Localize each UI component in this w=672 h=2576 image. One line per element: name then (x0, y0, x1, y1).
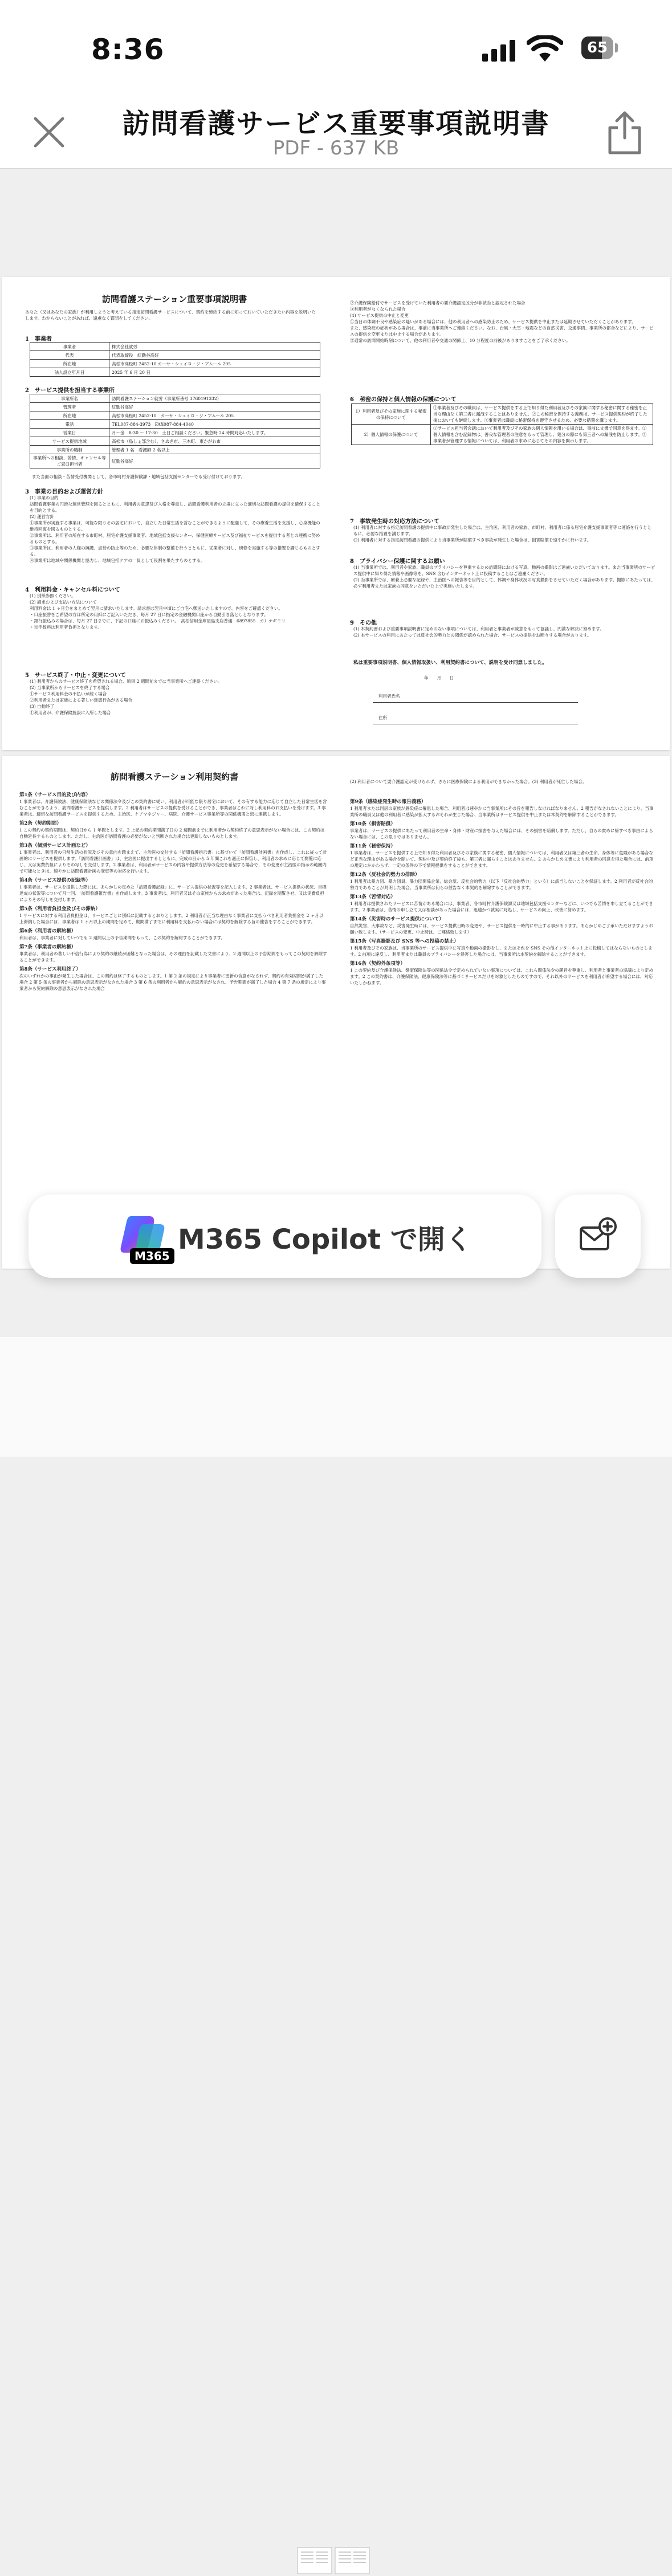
table-key: 管理者 (30, 403, 109, 411)
article-heading: 第7条（事業者の解約権） (19, 944, 76, 950)
table-row (30, 429, 320, 437)
article-heading: 第14条（災害時のサービス提供について） (350, 916, 444, 922)
table-value: 2025 年 6 月 20 日 (109, 368, 320, 377)
article-heading: 第10条（損害賠償） (350, 821, 396, 827)
table-key: 事業者 (30, 343, 109, 351)
section-3-heading: 3 事業の目的および運営方針 (25, 489, 103, 495)
open-in-copilot-label: M365 Copilot で開く (178, 1224, 473, 1256)
article-heading: 第1条（サービス目的及び内容） (19, 792, 91, 798)
article-body: 利用者は、事業者に対していつでも 2 週間以上の予告期間をもって、この契約を解約することができます。 (19, 935, 226, 940)
table-key: 事業所の職制 (30, 446, 109, 454)
paragraph: ②通常の訪問開始時刻について、他の利用者や交通の関係上、10 分程度の前後がありますことをご了承ください。 (350, 338, 571, 343)
article-heading: 第13条（苦情対応） (350, 894, 396, 900)
document-subtitle: PDF - 637 KB (272, 137, 400, 160)
table-key: サービス提供地域 (30, 437, 109, 446)
article-heading: 第15条（写真撮影及び SNS 等への投稿の禁止） (350, 939, 459, 944)
table-row (352, 425, 653, 445)
table-row (30, 343, 320, 351)
table-row (352, 404, 653, 425)
article-heading: 第4条（サービス提供の記録等） (19, 878, 91, 883)
article-heading: 第5条（利用者負担金及びその滞納） (19, 906, 100, 912)
consent-text: 私は重要事項説明書、個人情報取扱い、利用契約書について、説明を受け同意しました。 (353, 660, 547, 666)
article-heading: 第16条（契約外条項等） (350, 961, 405, 967)
table-row (30, 403, 320, 411)
status-bar (0, 0, 672, 97)
article-body: 事業者は、利用者の著しい不信行為により契約の継続が困難となった場合は、その理由を記載した文書により、2 週間以上の予告期間をもってこの契約を解除することができます。 (19, 951, 327, 963)
article-body: 1 サービスに対する利用者負担金は、サービスごとに別紙に記載するとおりとします。2 利用者が正当な理由なく事業者に支払うべき利用者負担金を 2 ヶ月以上滞納した場合には、事業者は 1 ヶ月以上の期間を定めて、期間満了までに利用料を支払わない場合には契約を解除する旨の催告をすることができます。 (19, 913, 324, 924)
battery-icon (581, 36, 613, 59)
article-body: 1 事業者は、介護保険法、健康保険法などの関係法令及びこの契約書に従い、利用者が可能な限り居宅において、その有する能力に応じて自立した日常生活を営むことができるよう、訪問看護サービスを提供します。2 利用者はサービスの提供を受けることができ、事業者はこれに対し利用料のお支払いを受けます。3 事業者は、適切な訪問看護サービスを提供するため、主治医、ケアマネジャー、病院、介護サービス事業所等の関係機関と密に連携します。 (19, 799, 327, 817)
article-body: 1 この契約及び介護保険法、健康保険法等の関係法令で定められていない事項については、これら関係法令の趣旨を尊重し、利用者と事業者の協議により定めます。2 この契約書は、介護保険法、健康保険法等に基づくサービスだけを対象としたものですので、それ以外のサービスを利用者が希望する場合には、対応いたしかねます。 (350, 968, 654, 985)
wifi-icon (527, 35, 563, 63)
pdf-viewer[interactable] (0, 169, 672, 1457)
paragraph: (1) 本契約書および重要事項説明書に定めのない事項については、利用者と事業者が誠意をもって協議し、円満な解決に努めます。 (353, 626, 604, 631)
battery-nub (615, 43, 618, 52)
consent-date: 年 月 日 (424, 675, 454, 680)
section-7-heading: 7 事故発生時の対応方法について (350, 519, 439, 525)
table-value: 高松市高松町 2452-10 カーサ・シェイロ・ジ・アムール 205 (109, 360, 320, 368)
contract-left-column (19, 789, 327, 992)
page1-title: 訪問看護ステーション重要事項説明書 (102, 294, 247, 304)
paragraph: ②介護保険給付でサービスを受けていた利用者の要介護認定区分が非該当と認定された場合 (350, 300, 526, 305)
table-value: 月〜金 8:30 〜 17:30 土日ご相談ください。緊急時 24 時間対応いたします。 (109, 429, 320, 437)
table-row (30, 411, 320, 420)
article-heading: 第9条（感染症発生時の報告義務） (350, 799, 426, 805)
table-value: 訪問看護ステーション就労（事業所番号 3760191332） (109, 394, 320, 403)
right-top-text (350, 300, 655, 344)
table-value: 紅勤谷高好 (109, 454, 320, 468)
table-value: 株式会社就労 (109, 343, 320, 351)
article-body: 次のいずれかの事由が発生した場合は、この契約は終了するものとします。1 第 2 条の規定により事業者に更新の合意がなされず、契約の有効期間が満了した場合 2 第 5 条の事業者から解除の意思表示がなされた場合 3 第 6 条の利用者から解約の意思表示がなされ、予告期間が満了した場合 4 第 7 条の規定により事業者から契約解除の意思表示がなされた場合 (19, 973, 326, 991)
paragraph: 利用料金は 1 ヶ月分をまとめて翌月に請求いたします。請求書は翌月中頃にご自宅へ郵送いたしますので、内容をご確認ください。 (30, 606, 283, 611)
table-row (30, 420, 320, 429)
article-heading: 第8条（サービス利用終了） (19, 967, 81, 972)
section-2-note: また当面の相談・苦情受付機関として、各市町村介護保険課・地域包括支援センターでも受け付けております。 (32, 474, 245, 479)
article-body: 1 この契約の契約期間は、契約日から 1 年間とします。2 上記の契約期間満了日の 2 週間前までに利用者から契約終了の意思表示がない場合には、この契約は自動延長するものとします。ただし、主治医が訪問看護の必要がないと判断された場合は更新しないものとします。 (19, 828, 325, 839)
table-value: 高松市高松町 2452-10 カーサ・シェイロ・ジ・アムール 205 (109, 411, 320, 420)
section-1-heading: 1 事業者 (25, 336, 52, 343)
table-value: TEL087-884-3973 FAX087-884-4040 (109, 420, 320, 429)
section-4-heading: 4 利用料金・キャンセル料について (25, 587, 120, 593)
table-value: 紅勤谷高好 (109, 403, 320, 411)
mail-add-button[interactable] (555, 1195, 641, 1278)
open-in-copilot-button[interactable] (28, 1195, 541, 1278)
article-heading: 第12条（反社会的勢力の排除） (350, 872, 420, 878)
section-6-heading: 6 秘密の保持と個人情報の保護について (350, 397, 457, 403)
table-key: 営業日 (30, 429, 109, 437)
table-key: 2）個人情報の保護について (352, 425, 431, 445)
paragraph: ①利用者が、介護保険施設に入所した場合 (30, 710, 111, 715)
document-title: 訪問看護サービス重要事項説明書 (122, 108, 550, 140)
paragraph: また、感染症の症状がある場合は、事前に当事業所へご連絡ください。なお、台風・大雪・地震などの自然災害、交通事情、事業所の都合などにより、サービスの提供を変更または中止する場合があります。 (350, 325, 654, 337)
table-key: 所在地 (30, 360, 109, 368)
mail-add-icon (579, 1217, 617, 1255)
pdf-page-1[interactable] (2, 277, 670, 750)
section-9-text (353, 626, 655, 638)
table-key: 代表 (30, 351, 109, 360)
paragraph: (2) 当事業所では、療養上必要な記録や、主治医への報告等を目的として、体調や身体状況の写真撮影をさせていただく場合があります。撮影にあたっては、必ず利用者または家族の同意をいただいた上で実施いたします。 (353, 577, 655, 589)
page-thumbnail-bar (0, 1337, 672, 1457)
article-body: 1 利用者は提供されたサービスに苦情がある場合には、事業者、各市町村介護保険課又は地域包括支援センターなどに、いつでも苦情を申し立てることができます。2 事業者は、苦情の申し立て又は相談があった場合には、迅速かつ誠実に対処し、サービスの向上、改善に努めます。 (350, 901, 653, 912)
article-body: 1 事業者は、サービスを提供した際には、あらかじめ定めた「訪問看護記録」に、サービス提供の状況等を記入します。2 事業者は、サービス提供の状況、目標達成の状況等について月一回、「訪問看護報告書」を作成します。3 事業者は、利用者又はその家族からの求めがあった場合は、記録を閲覧させ、又は実費負担によりその写しを交付します。 (19, 885, 327, 902)
paragraph: (3) 自動終了 (30, 704, 55, 709)
contract-right-top: (2) 利用者について要介護認定が受けられず、さらに医療保険による利用ができなかった場合。(3) 利用者が死亡した場合。 (350, 779, 587, 784)
table-key: 所在地 (30, 411, 109, 420)
paragraph: ①当日の体調不良や感染症の疑いがある場合には、他の利用者への感染防止のため、サービス提供を中止または延期させていただくことがあります。 (350, 319, 636, 324)
business-table (30, 342, 320, 377)
article-body: 1 利用者または同居の家族が感染症に罹患した場合、利用者は速やかに当事業所にその旨を報告しなければなりません。2 報告がなされないことにより、当事業所の職員又は他の利用者に感染が拡大するおそれが生じた場合、当事業所はサービス提供を中止または本契約を解除することができます。 (350, 806, 654, 817)
section-5-heading: 5 サービス終了・中止・変更について (25, 672, 126, 679)
table-key: 事業所への相談、苦情、キャンセル等ご窓口担当者 (30, 454, 109, 468)
contract-right-column (350, 796, 655, 986)
article-body: 1 事業者は、利用者の日常生活の状況及びその意向を踏まえて、主治医の交付する「訪問看護指示書」に基づいて「訪問看護計画書」を作成し、これに従って計画的にサービスを提供します。「訪問看護計画書」は、主治医に提出するとともに、完成の日から 5 年間これを適正に保管し、利用者の求めに応じて閲覧に応じ、又は実費負担によりその写しを交付します。2 事業者は、利用者がサービスの内容や提供方法等の変更を希望する場合で、その変更が主治医の指示の範囲内で可能なときは、速やかに訪問看護計画の変更等の対応を行います。 (19, 850, 327, 874)
paragraph: ③利用者がなくなられた場合 (350, 307, 406, 312)
article-heading: 第2条（契約期間） (19, 821, 62, 826)
article-heading: 第3条（個別サービス計画など） (19, 843, 91, 849)
paragraph: (2) 運営方針 (30, 514, 55, 519)
paragraph: ・※手数料は利用者負担となります。 (30, 625, 102, 630)
status-time: 8:36 (91, 33, 165, 66)
battery-level: 65 (587, 39, 608, 56)
section-8-heading: 8 プライバシー保護に関するお願い (350, 559, 445, 565)
signature-address-label: 住所 (378, 715, 387, 720)
page2-title: 訪問看護ステーション利用契約書 (111, 772, 239, 782)
paragraph: ・口座振替をご希望の方は所定の用紙にご記入いただき、毎月 27 日に指定の金融機関口座から自動引き落としとなります。 (30, 612, 268, 617)
table-key: 事業所名 (30, 394, 109, 403)
article-body: 自然災害、大事故など、災害発生時には、サービス提供日時の変更や、サービス提供を一時的に中止する事があります。あらかじめご了承いただけますようお願い致します。（サービスの変更、中止時は、ご連絡致します） (350, 923, 653, 935)
table-row (30, 351, 320, 360)
table-key: 法人設立年月日 (30, 368, 109, 377)
paragraph: (2) 当事業所からサービスを終了する場合 (30, 685, 110, 690)
paragraph: (2) 請求および支払い方法について (30, 600, 97, 605)
page1-intro: あなた（又はあなたの家族）が利用しようと考えている指定訪問看護サービスについて、契約を締結する前に知っておいていただきたい内容を説明いたします。わからないことがあれば、遠慮なく質問をしてください。 (25, 309, 316, 321)
office-table (30, 394, 320, 468)
signature-name-label: 利用者氏名 (378, 694, 400, 699)
paragraph: ②利用者または家族による著しい迷惑行為がある場合 (30, 698, 132, 703)
article-body: 1 利用者は暴力団、暴力団員、暴力団関係企業、総会屋、反社会的勢力（以下「反社会的勢力」という）に該当しないことを保証します。2 利用者が反社会的勢力であることが判明した場合、当事業所は何らの催告なく本契約を解除することができます。 (350, 879, 653, 890)
article-body: 1 事業者は、サービスを提供する上で知り得た利用者及びその家族に関する秘密、個人情報については、利用者又は第三者の生命、身体等に危険がある場合など正当な理由がある場合を除いて、契約中及び契約終了後も、第三者に漏らすことはありません。2 あらかじめ文書により利用者の同意を得た場合には、前項の規定にかかわらず、一定の条件の下で情報提供をすることができます。 (350, 850, 654, 868)
table-row (30, 368, 320, 377)
table-value: ①サービス担当者会議において利用者及びその家族の個人情報を用いる場合は、事前に文書で同意を得ます。②個人情報を含む記録物は、善良な管理者の注意をもって管理し、処分の際にも第三者への漏洩を防止します。③事業者が管理する情報については、利用者の求めに応じてその内容を開示します。 (431, 425, 653, 445)
m365-badge: M365 (130, 1248, 174, 1264)
section-9-heading: 9 その他 (350, 620, 377, 626)
pdf-page-2[interactable] (2, 756, 670, 1269)
article-heading: 第11条（秘密保持） (350, 843, 396, 849)
paragraph: ・銀行振込みの場合は、毎月 27 日までに、下記の口座にお振込みください。 高松信用金庫屋島支店普通 6897855 カ）ナギモリ (30, 618, 286, 623)
table-row (30, 454, 320, 468)
section-8-text (353, 564, 655, 589)
table-key: 電話 (30, 420, 109, 429)
paragraph: (1) 利用者からのサービス終了を希望される場合、原則 2 週間前までに当事業所へご連絡ください。 (30, 679, 222, 684)
paragraph: (2) 本サービスの利用にあたっては反社会的勢力との関係が認められた場合、サービスの提供をお断りする場合があります。 (353, 633, 592, 638)
paragraph: (1) 別紙参照ください。 (30, 593, 76, 598)
table-key: 1）利用者及びその家族に関する秘密の保持について (352, 404, 431, 425)
table-value: 高松市（島しょ部含む）、さぬき市、三木町、東かがわ市 (109, 437, 320, 446)
table-row (30, 437, 320, 446)
paragraph: ③事業所は、利用者の人権の擁護、虐待の防止等のため、必要な体制の整備を行うとともに、従業者に対し、研修を実施する等の措置を講じるものとする。 (30, 545, 320, 557)
section-5-text (30, 678, 321, 716)
paragraph: (1) 事業の目的 (30, 495, 59, 500)
viewer-header (0, 97, 672, 169)
section-3-text (30, 495, 321, 564)
share-icon[interactable] (604, 109, 645, 155)
paragraph: 訪問看護事業の円滑な運営管理を図るとともに、利用者の意思及び人格を尊重し、訪問看護利用者の立場に立った適切な訪問看護の提供を確保することを目的とする。 (30, 502, 320, 513)
article-body: 事業者は、サービスの提供にあたって利用者の生命・身体・財産に損害を与えた場合には、その損害を賠償します。ただし、自らの責めに帰すべき事由によらない場合には、この限りではありません。 (350, 828, 653, 839)
table-row (30, 394, 320, 403)
table-value: ①事業者及びその職員は、サービス提供をする上で知り得た利用者及びその家族に関する秘密に関する秘密を正当な理由なく第三者に漏洩することはありません。②この秘密を保持する義務は、サービス提供契約が終了した後においても継続します。③事業者は職員に秘密保持を遵守させるため、必要な措置を講じます。 (431, 404, 653, 425)
paragraph: (1) 利用者に対する指定訪問看護の提供中に事故が発生した場合は、主治医、利用者の家族、市町村、利用者に係る居宅介護支援事業者等に連絡を行うとともに、必要な措置を講じます。 (353, 525, 652, 536)
section-7-text (353, 524, 655, 543)
cellular-signal-icon (482, 40, 518, 62)
table-value: 代表取締役 紅勤谷高好 (109, 351, 320, 360)
page-thumbnails[interactable] (296, 2545, 370, 2576)
signature-name-line (373, 702, 578, 703)
paragraph: (1) 当事業所では、利用者や家族、職員のプライバシーを尊重するため訪問時における写真、動画の撮影はご遠慮いただいております。また当事業所のサービス提供中に知り得た情報や画像等を、SNS 含むインターネット上に投稿することはご遠慮ください。 (353, 565, 655, 576)
section-4-text (30, 593, 321, 630)
paragraph: ④事業所は地域や関係機関と協力し、地域包括ケアの一員として役割を果たすものとする。 (30, 558, 205, 563)
article-body: 1 利用者及びその家族は、当事業所のサービス提供中に写真や動画の撮影をし、またはそれを SNS その他インターネット上に投稿してはならないものとします。2 前項に違反し、利用者または職員のプライバシーを侵害した場合には、当事業所は本契約を解除することができます。 (350, 945, 653, 957)
paragraph: ①事業所が実施する事業は、可能な限りその居宅において、自立した日常生活を営むことができるように配慮して、その療養生活を支援し、心身機能の維持回復を図るものとする。 (30, 520, 320, 532)
table-row (30, 360, 320, 368)
paragraph: ②事業所は、利用者の所在する市町村、居宅介護支援事業者、地域包括支援センター、保健医療サービス及び福祉サービスを提供する者との連携に努めるものとする。 (30, 533, 320, 544)
privacy-table (351, 403, 653, 445)
article-heading: 第6条（利用者の解約権） (19, 928, 76, 934)
table-value: 管理者 1 名 看護師 2 名以上 (109, 446, 320, 454)
paragraph: (2) 利用者に対する指定訪問看護の提供により当事業所が賠償すべき事故が発生した場合は、損害賠償を速やかに行います。 (353, 537, 592, 543)
paragraph: ①サービス利用料金の不払いが続く場合 (30, 691, 107, 696)
section-2-heading: 2 サービス提供を担当する事業所 (25, 388, 115, 394)
table-row (30, 446, 320, 454)
paragraph: (4) サービス提供の中止と変更 (350, 313, 409, 318)
